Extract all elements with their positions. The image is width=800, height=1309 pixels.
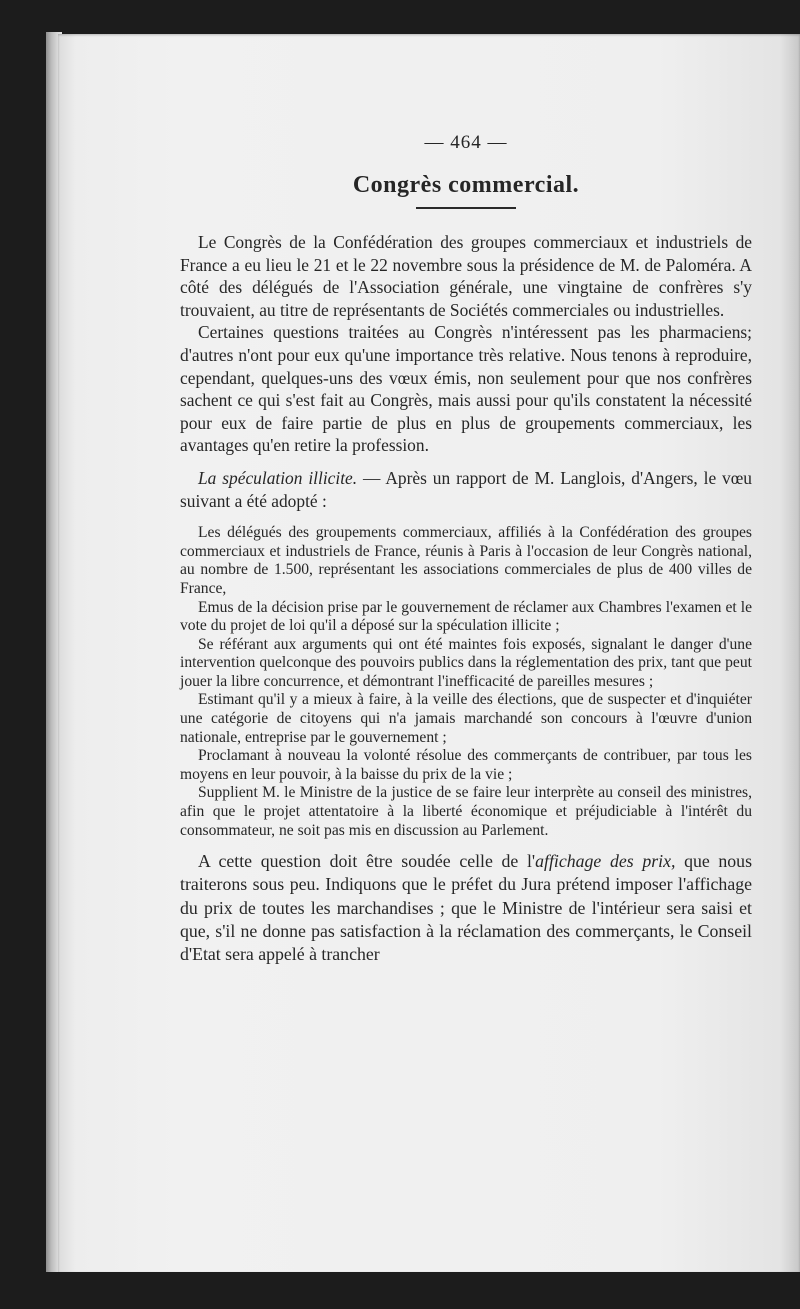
page-number: — 464 — <box>424 132 508 153</box>
page-shadow <box>780 34 800 1272</box>
closing-block <box>180 850 752 966</box>
resolution-paragraph: Supplient M. le Ministre de la justice de se faire leur interprète au conseil des ministres, afin que le projet attentatoire à la liberté économique et préjudiciable à l'intérêt du consommateur, ne soit pas mis en discussion au Parlement. <box>180 784 752 839</box>
closing-text-after: que nous traiterons sous peu. Indiquons que le préfet du Jura prétend imposer l'affichage du prix de toutes les marchandises ; que le Ministre de l'intérieur sera saisi et que, s'il ne donne pas satisfaction à la réclamation des commerçants, le Conseil d'Etat sera appelé à trancher <box>180 851 752 965</box>
resolution-paragraph: Proclamant à nouveau la volonté résolue des commerçants de contribuer, par tous les moyens en leur pouvoir, à la baisse du prix de la vie ; <box>180 747 752 783</box>
speculation-heading: La spéculation illicite. <box>198 467 358 488</box>
speculation-text: — Après un rapport de M. Langlois, d'Angers, le vœu suivant a été adopté : <box>180 467 753 511</box>
paragraph-intro: Le Congrès de la Confédération des groupes commerciaux et industriels de France a eu lieu le 21 et le 22 novembre sous la présidence de M. de Paloméra. A côté des délégués de l'Association générale, une vingtaine de confrères s'y trouvaient, au titre de représentants de Sociétés commerciales ou industrielles. <box>180 232 752 320</box>
resolution-paragraph: Les délégués des groupements commerciaux, affiliés à la Confédération des groupes commerciaux et industriels de France, réunis à Paris à l'occasion de leur Congrès national, au nombre de 1.500, représentant les associations commerciales de plus de 400 villes de France, <box>180 524 752 597</box>
resolution-paragraph: Emus de la décision prise par le gouvernement de réclamer aux Chambres l'examen et le vote du projet de loi qu'il a déposé sur la spéculation illicite ; <box>180 598 752 635</box>
resolution-block <box>180 524 752 840</box>
resolution-paragraph: Se référant aux arguments qui ont été maintes fois exposés, signalant le danger d'une intervention quelconque des pouvoirs publics dans la réglementation des prix, tant que peut jouer la libre concurrence, et démontrant l'inefficacité de pareilles mesures ; <box>180 635 752 690</box>
resolution-paragraph: Estimant qu'il y a mieux à faire, à la veille des élections, que de suspecter et d'inquiéter une catégorie de citoyens qui n'a jamais marchandé son concours à l'œuvre d'union nationale, entreprise par le gouvernement ; <box>180 691 752 746</box>
paragraph-questions: Certaines questions traitées au Congrès n'intéressent pas les pharmaciens; d'autres n'ont pour eux qu'une importance très relative. Nous tenons à reproduire, cependant, quelques-uns des vœux émis, non seulement pour que nos confrères sachent ce qui s'est fait au Congrès, mais aussi pour qu'ils constatent la nécessité pour eux de faire partie de plus en plus de groupements commerciaux, les avantages qu'en retire la profession. <box>180 322 752 456</box>
closing-emphasis: affichage des prix, <box>535 851 676 872</box>
closing-paragraph <box>180 850 752 966</box>
speculation-paragraph <box>180 467 752 512</box>
page-content <box>180 132 752 966</box>
title-rule <box>416 207 516 209</box>
section-title: Congrès commercial. <box>352 172 580 198</box>
closing-text-before: A cette question doit être soudée celle de l' <box>198 851 536 872</box>
